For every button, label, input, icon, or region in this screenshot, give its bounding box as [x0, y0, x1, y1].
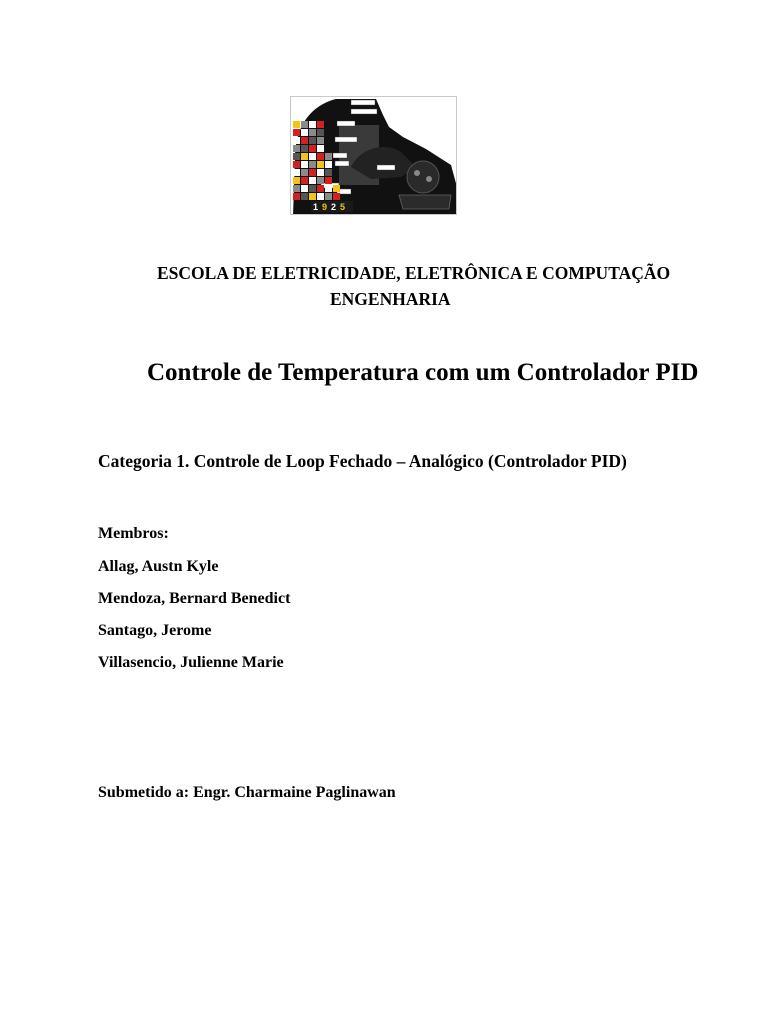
logo-mosaic-tile — [317, 169, 324, 176]
logo-mosaic-tile — [301, 185, 308, 192]
logo-mosaic-tile — [317, 193, 324, 200]
logo-mosaic-tile — [301, 137, 308, 144]
logo-mosaic-tile — [325, 185, 332, 192]
logo-mosaic-tile — [333, 185, 340, 192]
logo-mosaic-tile — [301, 145, 308, 152]
document-title: Controle de Temperatura com um Controlador PID — [147, 359, 699, 386]
logo-mosaic-tile — [309, 185, 316, 192]
logo-mosaic-tile — [317, 161, 324, 168]
logo-mosaic-tile — [325, 177, 332, 184]
logo-mosaic-tile — [317, 121, 324, 128]
logo-mosaic-tile — [293, 177, 300, 184]
logo-mosaic-tile — [293, 121, 300, 128]
logo-mosaic-tile — [293, 137, 300, 144]
logo-year-4: 5 — [340, 202, 346, 212]
logo-mosaic-tile — [309, 145, 316, 152]
logo-mosaic-tile — [293, 185, 300, 192]
logo-mosaic-tile — [309, 193, 316, 200]
logo-year-3: 2 — [331, 202, 337, 212]
logo-mosaic-tile — [317, 177, 324, 184]
logo-mosaic-tile — [301, 121, 308, 128]
logo-mosaic-tile — [301, 193, 308, 200]
school-logo — [290, 96, 457, 215]
logo-mosaic-tile — [317, 129, 324, 136]
logo-mosaic-tile — [301, 161, 308, 168]
logo-mosaic-tile — [325, 193, 332, 200]
member-name: Mendoza, Bernard Benedict — [98, 590, 291, 607]
logo-mosaic-tile — [325, 153, 332, 160]
logo-mosaic-tile — [293, 145, 300, 152]
submitted-to: Submetido a: Engr. Charmaine Paglinawan — [98, 784, 396, 801]
member-name: Santago, Jerome — [98, 622, 212, 639]
logo-mosaic-tile — [325, 161, 332, 168]
logo-graphic — [291, 97, 457, 215]
logo-mosaic-tile — [317, 153, 324, 160]
logo-mosaic-tile — [309, 137, 316, 144]
logo-mosaic-tile — [317, 137, 324, 144]
category-line: Categoria 1. Controle de Loop Fechado – Analógico (Controlador PID) — [98, 451, 627, 471]
school-name: ESCOLA DE ELETRICIDADE, ELETRÔNICA E COMPUTAÇÃO — [157, 263, 671, 283]
logo-mosaic-tile — [301, 169, 308, 176]
logo-mosaic-tile — [309, 161, 316, 168]
logo-year-1: 1 — [313, 202, 319, 212]
logo-mosaic-tile — [309, 121, 316, 128]
logo-mosaic-tile — [301, 177, 308, 184]
logo-mosaic-tile — [309, 169, 316, 176]
logo-mosaic-tile — [293, 129, 300, 136]
logo-mosaic-tile — [309, 153, 316, 160]
logo-mosaic-tile — [333, 193, 340, 200]
logo-mosaic-tile — [301, 129, 308, 136]
members-label: Membros: — [98, 525, 169, 542]
member-name: Allag, Austn Kyle — [98, 558, 219, 575]
logo-mosaic-tile — [325, 169, 332, 176]
logo-mosaic-tile — [293, 169, 300, 176]
logo-mosaic-tile — [293, 161, 300, 168]
logo-mosaic-tile — [317, 185, 324, 192]
logo-mosaic-tile — [293, 193, 300, 200]
logo-mosaic-tile — [309, 129, 316, 136]
logo-mosaic-tile — [301, 153, 308, 160]
logo-mosaic-tile — [317, 145, 324, 152]
department-name: ENGENHARIA — [330, 289, 451, 309]
logo-mosaic-tile — [309, 177, 316, 184]
member-name: Villasencio, Julienne Marie — [98, 654, 284, 671]
logo-year-2: 9 — [322, 202, 328, 212]
logo-mosaic-tile — [293, 153, 300, 160]
